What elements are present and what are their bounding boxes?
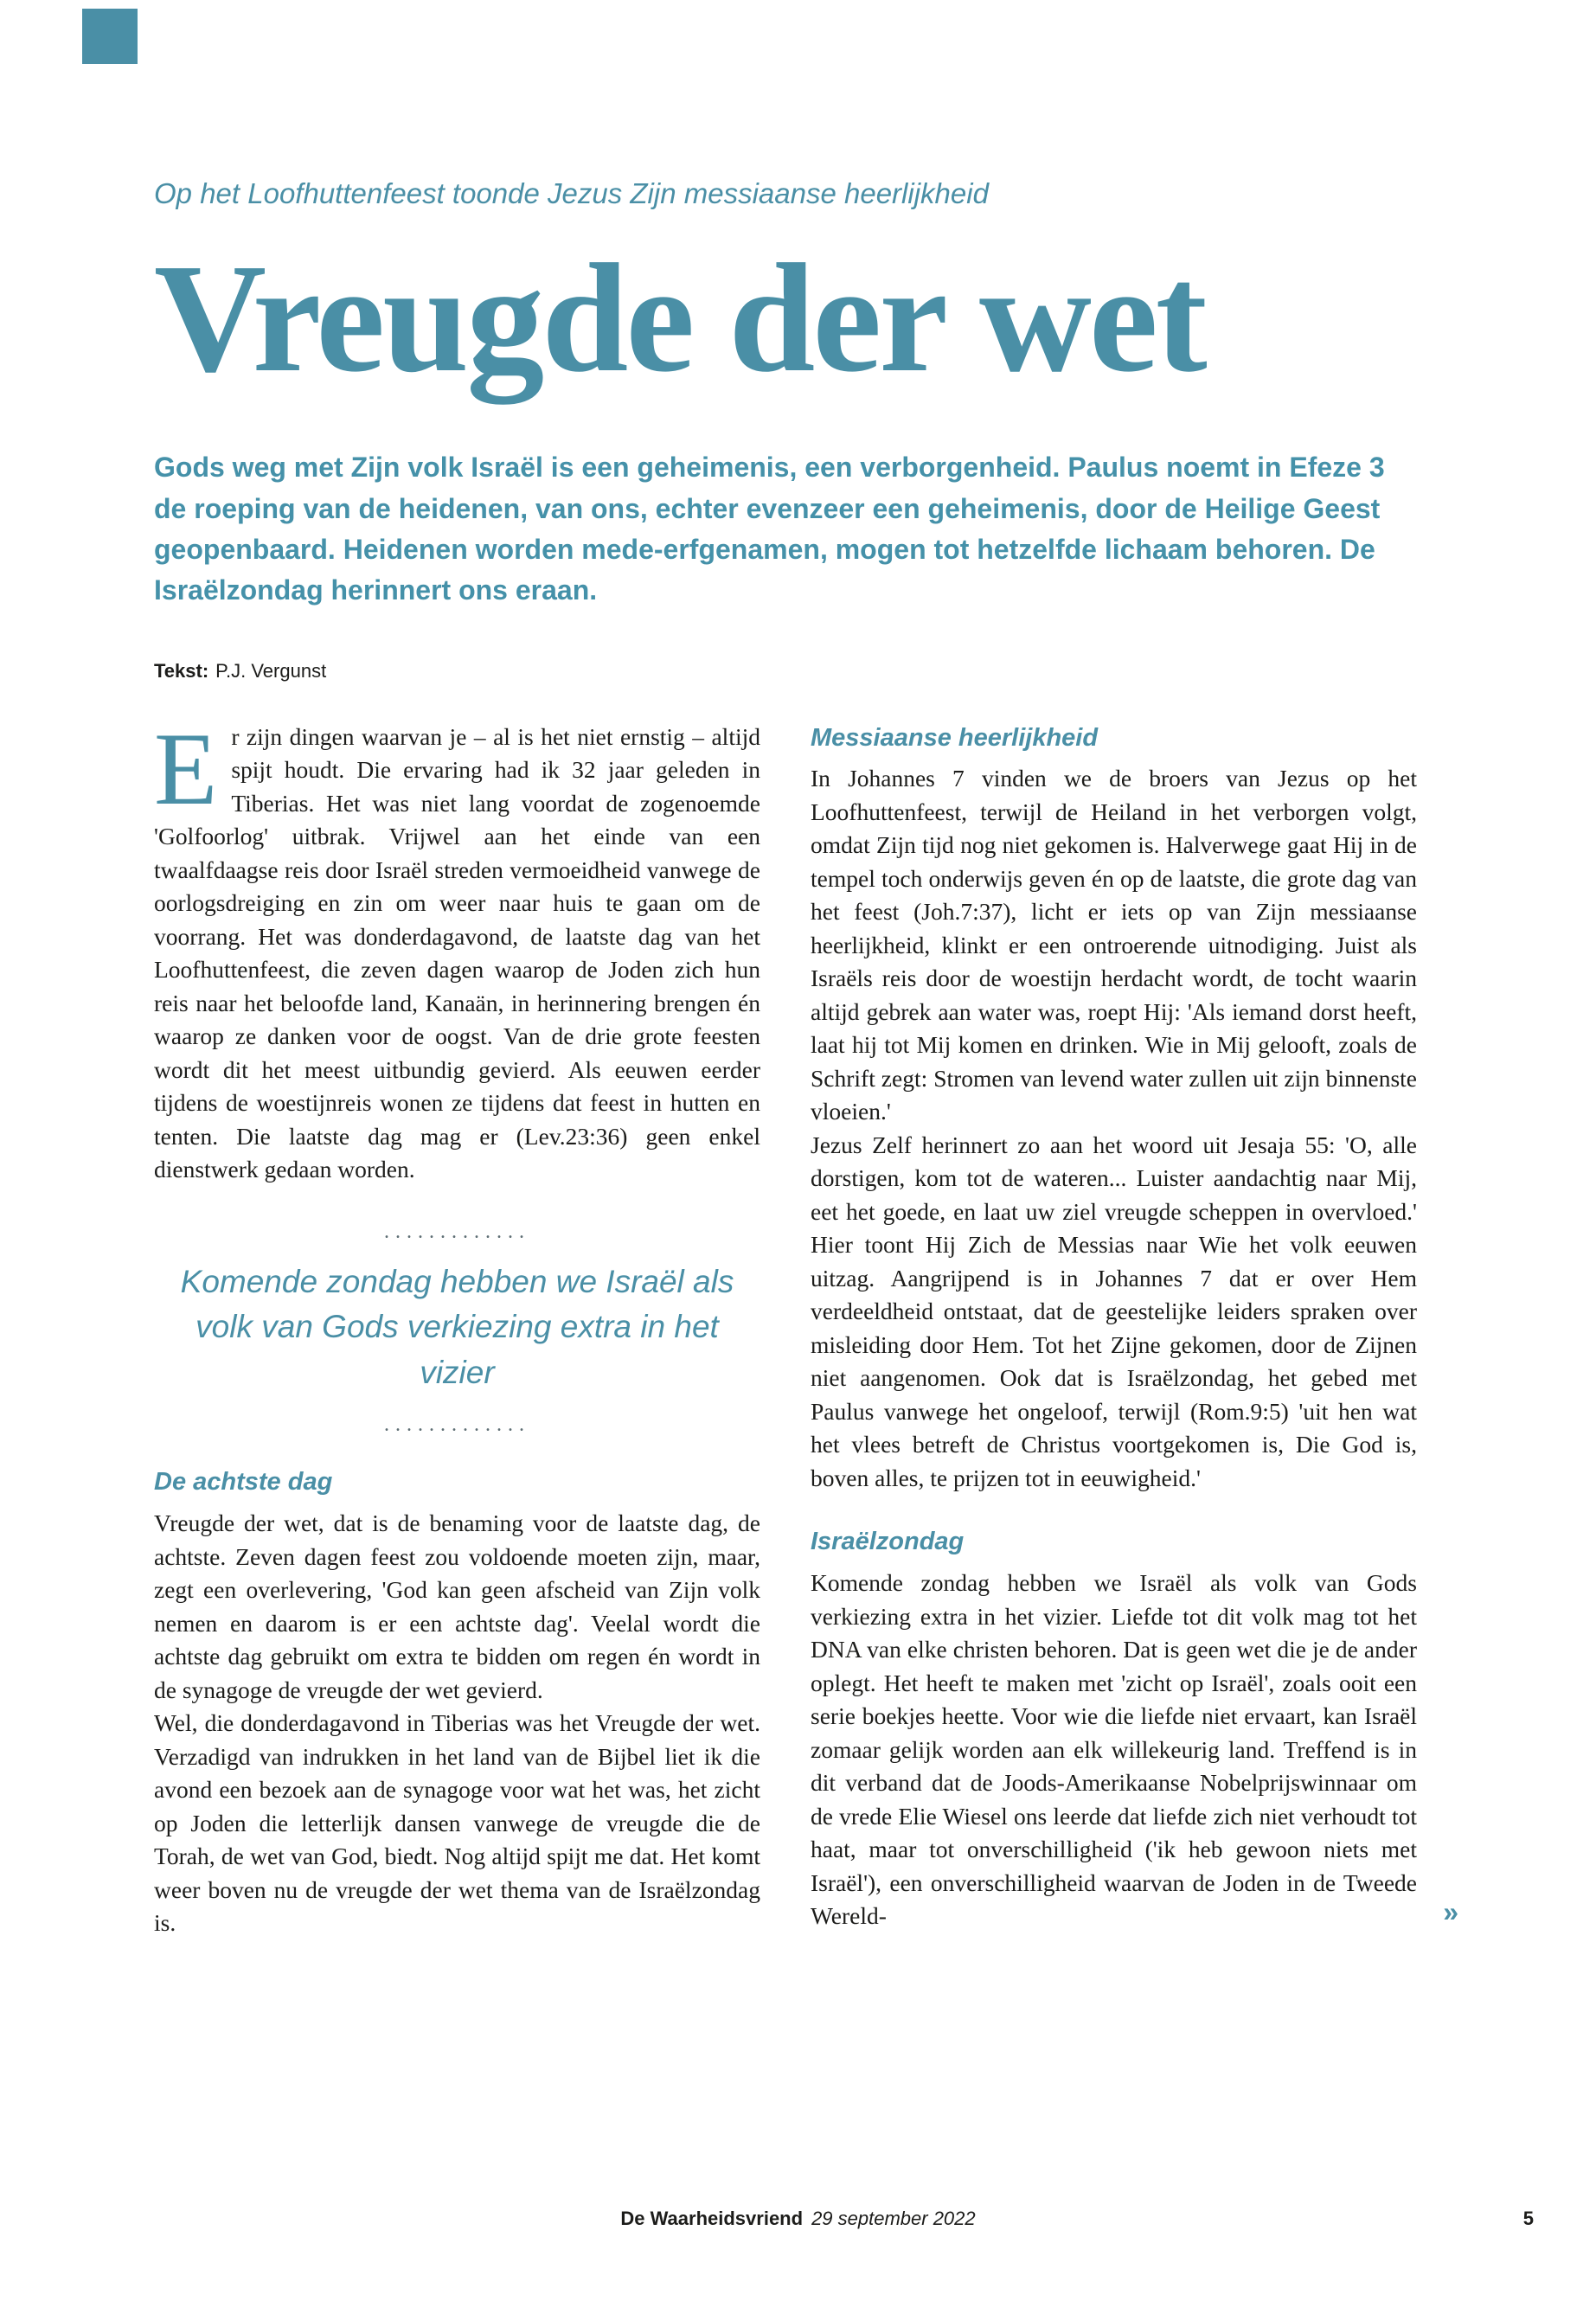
paragraph: Jezus Zelf herinnert zo aan het woord uit Jesaja 55: 'O, alle dorstigen, kom tot de wateren... Luister aandachtig naar Mij, eet het goede, en laat uw ziel vreugde scheppen in overvloed.' Hier toont Hij Zich de Messias naar Wie het volk eeuwen uitzag. Aangrijpend is in Johannes 7 dat er over Hem verdeeldheid ontstaat, dat de geestelijke leiders spraken over misleiding door Hem. Tot het Zijne gekomen, door de Zijnen niet aangenomen. Ook dat is Israëlzondag, het gebed met Paulus vanwege het ongeloof, terwijl (Rom.9:5) 'uit hen wat het vlees betreft de Christus voortgekomen is, Die God is, boven alles, te prijzen tot in eeuwigheid.' — [811, 1131, 1417, 1491]
paragraph-text: Komende zondag hebben we Israël als volk van Gods verkiezing extra in het vizier. Liefde tot dit volk mag tot het DNA van elke christen behoren. Dat is geen wet die je de ander oplegt. Het heeft te maken met 'zicht op Israël', zoals ooit een serie boekjes heette. Voor wie die liefde niet ervaart, kan Israël zomaar gelijk worden aan elk willekeurig land. Treffend is in dit verband dat de Joods-Amerikaanse Nobelprijswinnaar om de vrede Elie Wiesel ons leerde dat liefde zich niet verhoudt tot haat, maar tot onverschilligheid ('ik heb gewoon niets met Israël'), een onverschilligheid waarvan de Joden in de Tweede Wereld- — [811, 1569, 1417, 1930]
article — [154, 177, 1458, 1940]
byline-label: Tekst: — [154, 659, 209, 682]
byline-author: P.J. Vergunst — [215, 659, 327, 682]
continuation-marker: » — [1443, 1895, 1458, 1927]
section-heading-israelzondag: Israëlzondag — [811, 1528, 965, 1556]
article-title: Vreugde der wet — [154, 232, 1205, 404]
drop-cap: E — [154, 710, 218, 826]
opening-paragraph — [154, 710, 760, 1187]
opening-paragraph-text: r zijn dingen waarvan je – al is het niet ernstig – altijd spijt houdt. Die ervaring had ik 32 jaar geleden in Tiberias. Het was niet lang voordat de zogenoemde 'Golfoorlog' uitbrak. Vrijwel aan het einde van een twaalfdaagse reis door Israël streden vermoeidheid vanwege de oorlogsdreiging en zin om weer naar huis te gaan om de voorrang. Het was donderdagavond, de laatste dag van het Loofhuttenfeest, die zeven dagen waarop de Joden zich hun reis naar het beloofde land, Kanaän, in herinnering brengen én waarop ze danken voor de oogst. Van de drie grote feesten wordt dit het meest uitbundig gevierd. Als eeuwen eerder tijdens de woestijnreis wonen ze tijdens dat feest in hutten en tenten. Die laatste dag mag er (Lev.23:36) geen enkel dienstwerk gedaan worden. — [154, 722, 760, 1183]
article-intro: Gods weg met Zijn volk Israël is een geheimenis, een verborgenheid. Paulus noemt in Efeze 3 de roeping van de heidenen, van ons, echter evenzeer een geheimenis, door de Heilige Geest geopenbaard. Heidenen worden mede-erfgenamen, mogen tot hetzelfde lichaam behoren. De Israëlzondag herinnert ons eraan. — [154, 452, 1385, 606]
paragraph: In Johannes 7 vinden we de broers van Jezus op het Loofhuttenfeest, terwijl de Heiland in het verborgen volgt, omdat Zijn tijd nog niet gekomen is. Halverwege gaat Hij in de tempel toch onderwijs geven én op de laatste, die grote dag van het feest (Joh.7:37), licht er iets op van Zijn messiaanse heerlijkheid, klinkt er een ontroerende uitnodiging. Juist als Israëls reis door de woestijn herdacht wordt, de tocht waarin altijd gebrek aan water was, roept Hij: 'Als iemand dorst heeft, laat hij tot Mij komen en drinken. Wie in Mij gelooft, zoals de Schrift zegt: Stromen van levend water zullen uit zijn binnenste vloeien.' — [811, 765, 1417, 1125]
magazine-name: De Waarheidsvriend — [620, 2208, 804, 2229]
separator-dots-top: ............. — [384, 1220, 530, 1243]
right-column — [811, 721, 1458, 1940]
page-footer — [0, 2208, 1596, 2230]
paragraph — [811, 1567, 1458, 1933]
issue-date: 29 september 2022 — [811, 2208, 976, 2229]
pull-quote-block — [154, 1221, 760, 1436]
left-column — [154, 710, 760, 1940]
article-columns — [154, 710, 1458, 1940]
page-number: 5 — [1522, 2208, 1534, 2229]
pull-quote: Komende zondag hebben we Israël als volk van Gods verkiezing extra in het vizier — [180, 1263, 734, 1390]
article-kicker: Op het Loofhuttenfeest toonde Jezus Zijn messiaanse heerlijkheid — [154, 177, 989, 209]
paragraph: Vreugde der wet, dat is de benaming voor de laatste dag, de achtste. Zeven dagen feest zou voldoende moeten zijn, maar, zegt een overlevering, 'God kan geen afscheid van Zijn volk nemen en daarom is er een achtste dag'. Veelal wordt die achtste dag gebruikt om extra te bidden om regen én wordt in de synagoge de vreugde der wet gevierd. — [154, 1509, 760, 1703]
section-heading-messiaanse-heerlijkheid: Messiaanse heerlijkheid — [811, 723, 1099, 752]
section-heading-achtste-dag: De achtste dag — [154, 1468, 333, 1497]
corner-accent-square — [82, 9, 138, 64]
paragraph: Wel, die donderdagavond in Tiberias was het Vreugde der wet. Verzadigd van indrukken in het land van de Bijbel liet ik die avond een bezoek aan de synagoge voor wat het was, het zicht op Joden die letterlijk dansen vanwege de vreugde die de Torah, de wet van God, biedt. Nog altijd spijt me dat. Het komt weer boven nu de vreugde der wet thema van de Israëlzondag is. — [154, 1709, 760, 1937]
separator-dots-bottom: ............. — [384, 1413, 530, 1437]
byline — [154, 660, 1417, 683]
